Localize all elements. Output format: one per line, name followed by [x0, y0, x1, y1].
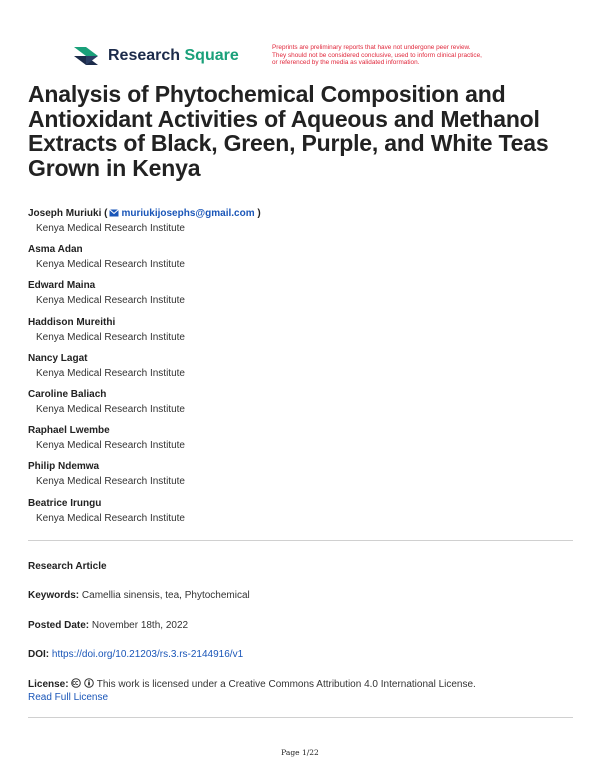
author-entry — [28, 388, 573, 424]
author-name: Edward Maina — [28, 280, 96, 292]
author-entry — [28, 243, 573, 279]
license-line — [28, 678, 573, 704]
author-list — [28, 207, 573, 533]
divider — [28, 717, 573, 718]
research-square-logo-icon — [72, 45, 100, 67]
read-full-license-link[interactable]: Read Full License — [28, 692, 109, 703]
author-name: Nancy Lagat — [28, 352, 88, 364]
disclaimer-line-2: They should not be considered conclusive, used to inform clinical practice, — [272, 51, 482, 59]
author-affiliation: Kenya Medical Research Institute — [36, 259, 185, 271]
email-icon — [109, 209, 119, 217]
creative-commons-icon — [71, 678, 81, 688]
author-affiliation: Kenya Medical Research Institute — [36, 440, 185, 452]
author-name: Beatrice Irungu — [28, 497, 102, 509]
paper-title: Analysis of Phytochemical Composition and Antioxidant Activities of Aqueous and Methanol Extracts of Black, Green, Purple, and White Teas Grown in Kenya — [28, 81, 549, 181]
keywords-line — [28, 589, 573, 602]
author-name: Philip Ndemwa — [28, 461, 100, 473]
author-affiliation: Kenya Medical Research Institute — [36, 331, 185, 343]
author-affiliation: Kenya Medical Research Institute — [36, 476, 185, 488]
logo-wordmark — [108, 47, 239, 65]
author-affiliation: Kenya Medical Research Institute — [36, 512, 185, 524]
article-type: Research Article — [28, 561, 107, 572]
disclaimer-line-3: or referenced by the media as validated information. — [272, 59, 420, 67]
author-affiliation: Kenya Medical Research Institute — [36, 367, 185, 379]
author-name: Raphael Lwembe — [28, 425, 110, 437]
doi-label: DOI: — [28, 649, 50, 660]
attribution-icon — [84, 678, 94, 688]
posted-date-value: November 18th, 2022 — [91, 620, 189, 631]
author-name: Asma Adan — [28, 244, 83, 256]
posted-date-label: Posted Date: — [28, 620, 90, 631]
doi-link[interactable]: https://doi.org/10.21203/rs.3.rs-2144916/v1 — [51, 649, 244, 660]
research-square-logo[interactable] — [72, 45, 239, 67]
license-text: This work is licensed under a Creative Commons Attribution 4.0 International License. — [96, 679, 476, 690]
author-affiliation: Kenya Medical Research Institute — [36, 403, 185, 415]
disclaimer-line-1: Preprints are preliminary reports that have not undergone peer review. — [272, 44, 471, 51]
author-entry — [28, 424, 573, 460]
author-name: Joseph Muriuki — [28, 208, 102, 219]
author-name: Caroline Baliach — [28, 388, 107, 400]
author-entry: Joseph Muriuki ( muriukijosephs@gmail.com ) Kenya Medical Research Institute — [28, 207, 573, 243]
author-entry — [28, 460, 573, 496]
author-entry — [28, 497, 573, 533]
author-entry — [28, 279, 573, 315]
divider — [28, 540, 573, 541]
license-label: License: — [28, 679, 69, 690]
logo-square: Square — [184, 47, 239, 64]
author-email-link[interactable]: muriukijosephs@gmail.com — [121, 208, 255, 219]
posted-date-line — [28, 619, 573, 632]
author-entry — [28, 352, 573, 388]
page-number: Page 1/22 — [281, 748, 319, 757]
keywords-label: Keywords: — [28, 590, 80, 601]
author-affiliation: Kenya Medical Research Institute — [36, 223, 185, 234]
logo-research: Research — [108, 47, 181, 64]
author-name: Haddison Mureithi — [28, 316, 116, 328]
author-affiliation: Kenya Medical Research Institute — [36, 295, 185, 307]
doi-line — [28, 648, 573, 661]
preprint-disclaimer — [272, 44, 540, 67]
author-entry — [28, 316, 573, 352]
keywords-value: Camellia sinensis, tea, Phytochemical — [81, 590, 250, 601]
